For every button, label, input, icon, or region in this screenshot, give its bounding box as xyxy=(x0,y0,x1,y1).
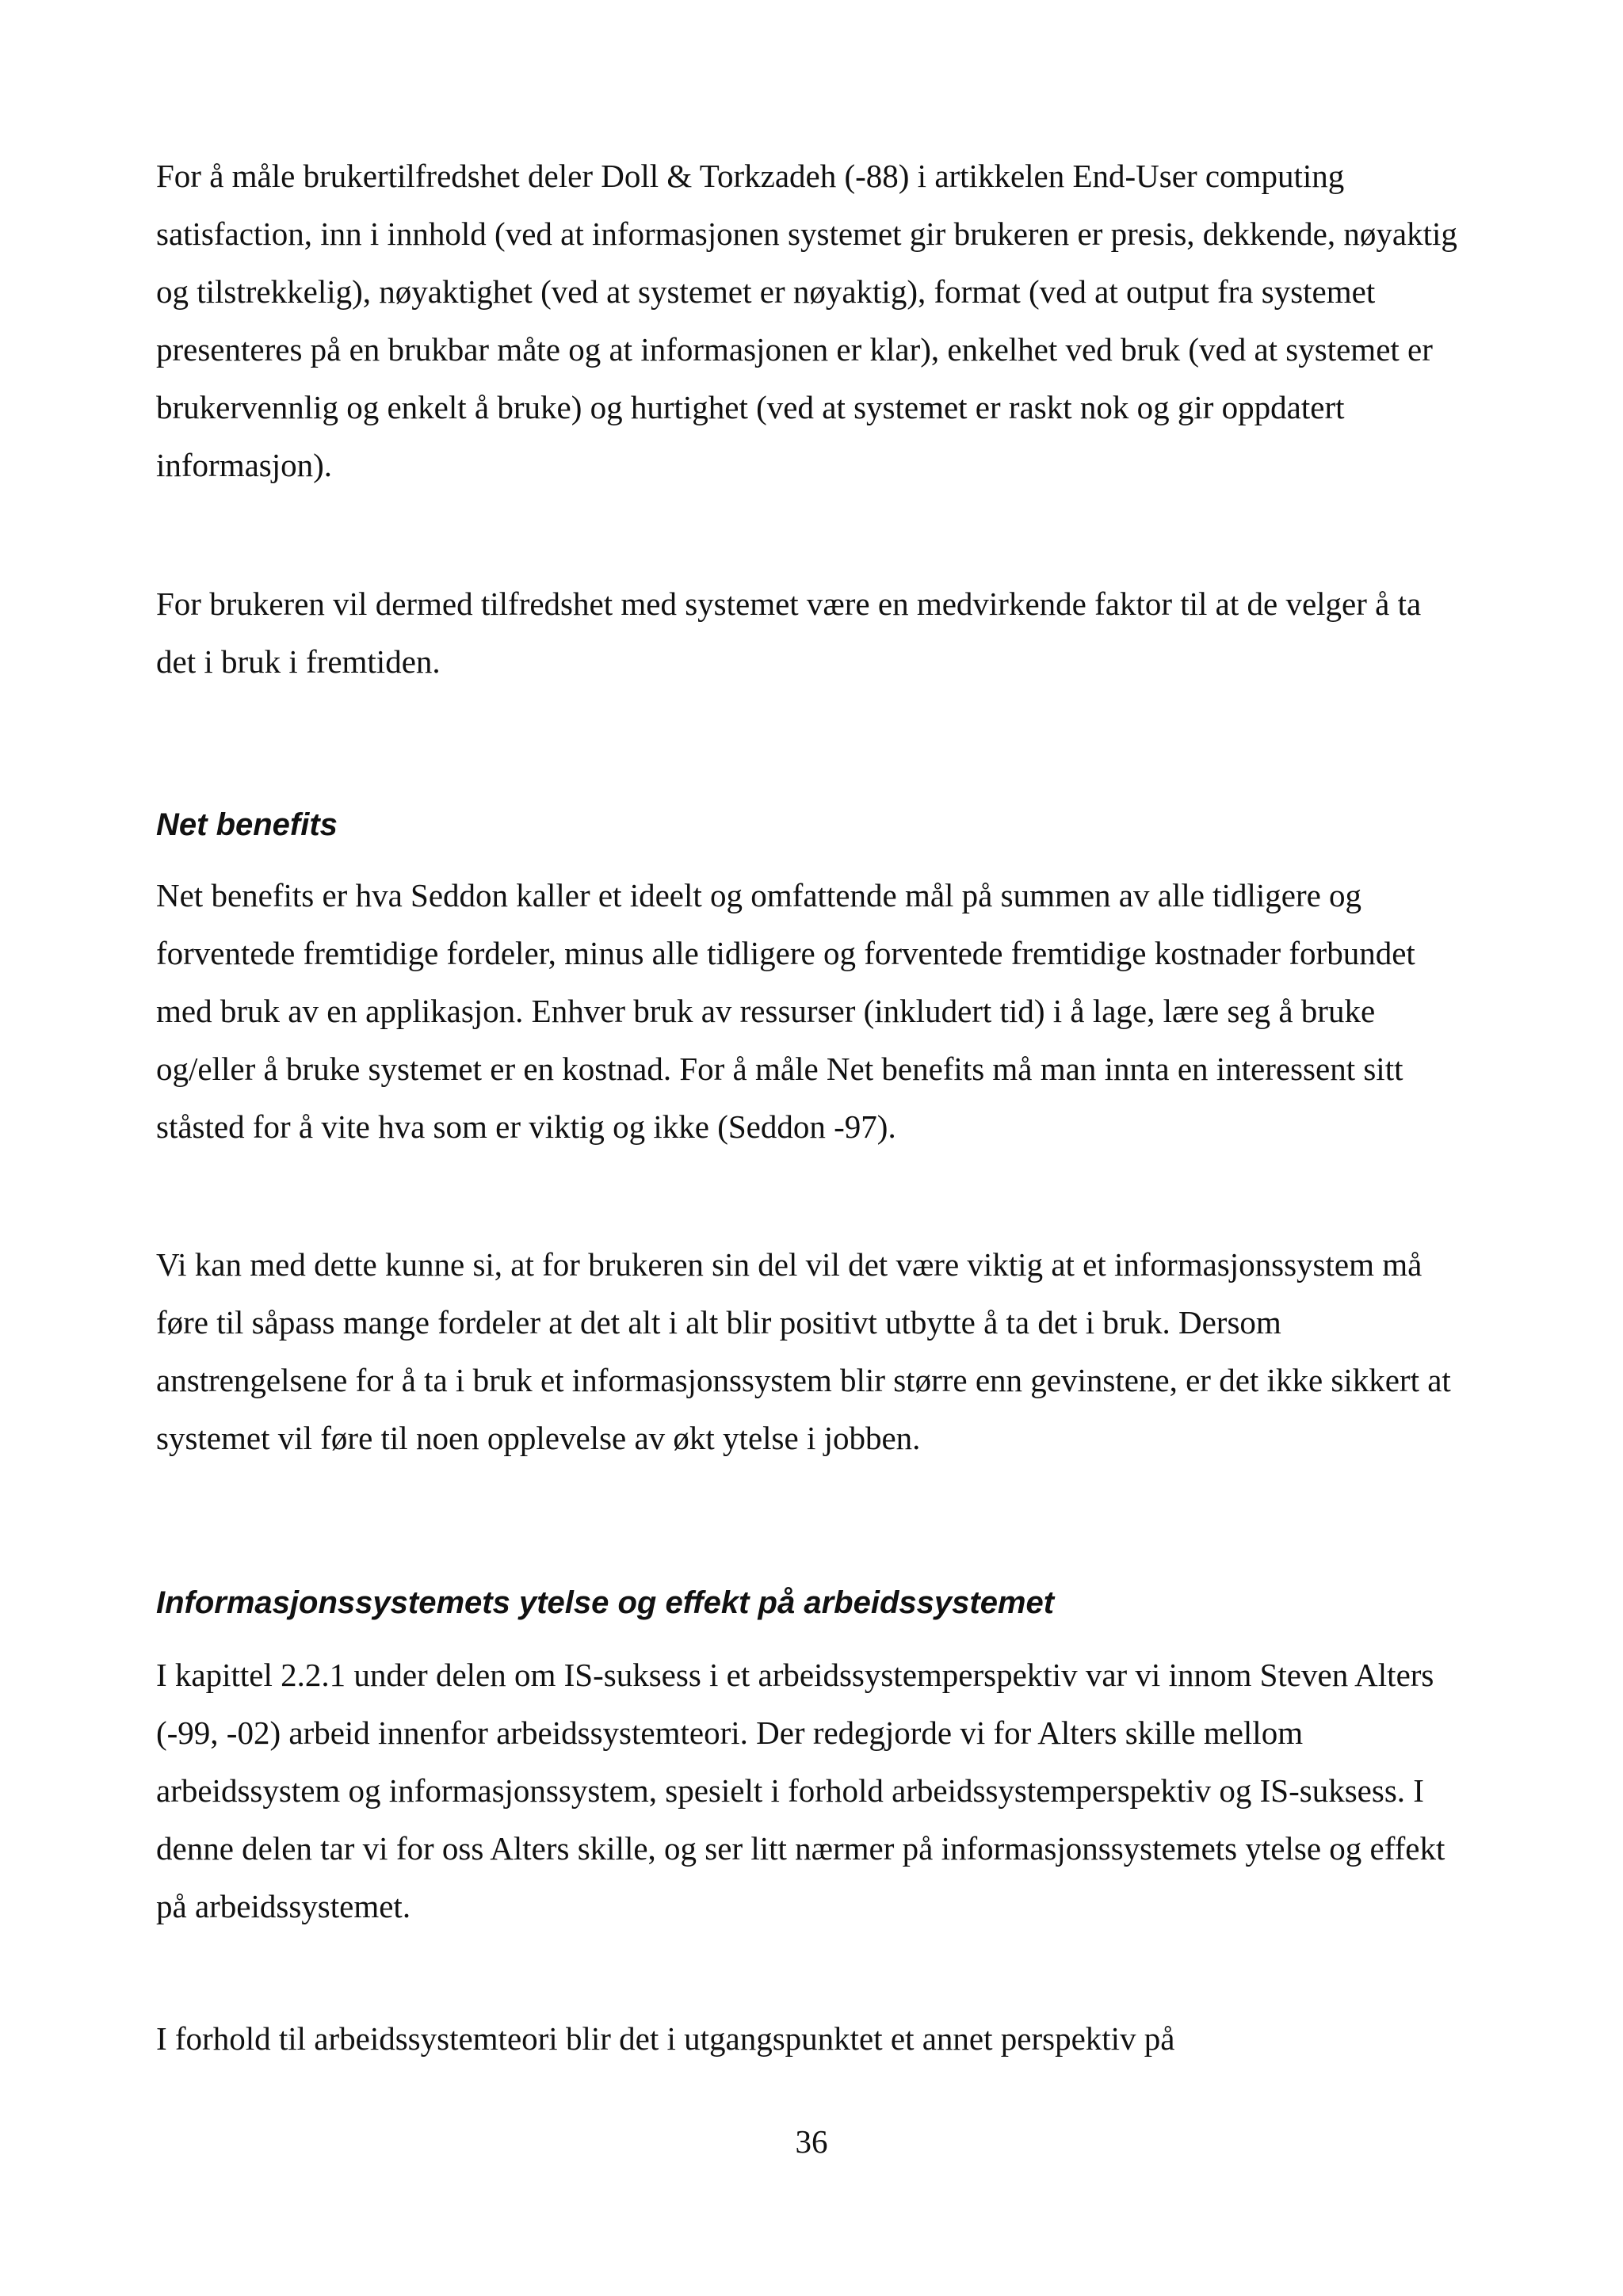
section-heading-is-performance: Informasjonssystemets ytelse og effekt på arbeidssystemet xyxy=(156,1585,1055,1620)
section-heading-net-benefits: Net benefits xyxy=(156,807,338,842)
paragraph-line: (-99, -02) arbeid innenfor arbeidssystemteori. Der redegjorde vi for Alters skille mellom xyxy=(156,1714,1304,1751)
paragraph-line: presenteres på en brukbar måte og at informasjonen er klar), enkelhet ved bruk (ved at systemet er xyxy=(156,331,1433,368)
paragraph-line: Net benefits er hva Seddon kaller et ideelt og omfattende mål på summen av alle tidligere og xyxy=(156,877,1362,913)
paragraph-net-benefits-user xyxy=(156,1236,1480,1467)
paragraph-satisfaction-factor xyxy=(156,575,1480,691)
paragraph-line: forventede fremtidige fordeler, minus alle tidligere og forventede fremtidige kostnader forbundet xyxy=(156,935,1415,971)
paragraph-line: på arbeidssystemet. xyxy=(156,1888,411,1924)
paragraph-line: brukervennlig og enkelt å bruke) og hurtighet (ved at systemet er raskt nok og gir oppdatert xyxy=(156,389,1345,425)
paragraph-line: og/eller å bruke systemet er en kostnad. For å måle Net benefits må man innta en interessent sitt xyxy=(156,1051,1403,1087)
paragraph-line: For å måle brukertilfredshet deler Doll & Torkzadeh (-88) i artikkelen End-User computing xyxy=(156,158,1345,194)
paragraph-work-system-theory xyxy=(156,2010,1480,2068)
paragraph-line: denne delen tar vi for oss Alters skille, og ser litt nærmer på informasjonssystemets ytelse og effekt xyxy=(156,1830,1445,1867)
paragraph-line: arbeidssystem og informasjonssystem, spesielt i forhold arbeidssystemperspektiv og IS-suksess. I xyxy=(156,1772,1424,1809)
page-number: 36 xyxy=(795,2123,828,2160)
paragraph-line: anstrengelsene for å ta i bruk et informasjonssystem blir større enn gevinstene, er det ikke sikkert at xyxy=(156,1362,1451,1398)
paragraph-line: I forhold til arbeidssystemteori blir det i utgangspunktet et annet perspektiv på xyxy=(156,2020,1175,2057)
paragraph-line: det i bruk i fremtiden. xyxy=(156,643,441,680)
paragraph-line: med bruk av en applikasjon. Enhver bruk av ressurser (inkludert tid) i å lage, lære seg å bruke xyxy=(156,993,1376,1029)
paragraph-line: føre til såpass mange fordeler at det alt i alt blir positivt utbytte å ta det i bruk. Dersom xyxy=(156,1304,1281,1341)
paragraph-line: informasjon). xyxy=(156,447,333,483)
paragraph-line: I kapittel 2.2.1 under delen om IS-suksess i et arbeidssystemperspektiv var vi innom Steven Alters xyxy=(156,1657,1434,1693)
paragraph-line: Vi kan med dette kunne si, at for brukeren sin del vil det være viktig at et informasjonssystem må xyxy=(156,1246,1423,1283)
paragraph-line: systemet vil føre til noen opplevelse av økt ytelse i jobben. xyxy=(156,1420,921,1456)
paragraph-user-satisfaction xyxy=(156,147,1480,494)
paragraph-line: For brukeren vil dermed tilfredshet med systemet være en medvirkende faktor til at de velger å ta xyxy=(156,585,1422,622)
paragraph-line: ståsted for å vite hva som er viktig og ikke (Seddon -97). xyxy=(156,1108,896,1145)
paragraph-alter-work-system xyxy=(156,1646,1480,1936)
paragraph-line: og tilstrekkelig), nøyaktighet (ved at systemet er nøyaktig), format (ved at output fra systemet xyxy=(156,273,1376,310)
paragraph-net-benefits-definition xyxy=(156,867,1480,1156)
paragraph-line: satisfaction, inn i innhold (ved at informasjonen systemet gir brukeren er presis, dekkende, nøyaktig xyxy=(156,215,1457,252)
